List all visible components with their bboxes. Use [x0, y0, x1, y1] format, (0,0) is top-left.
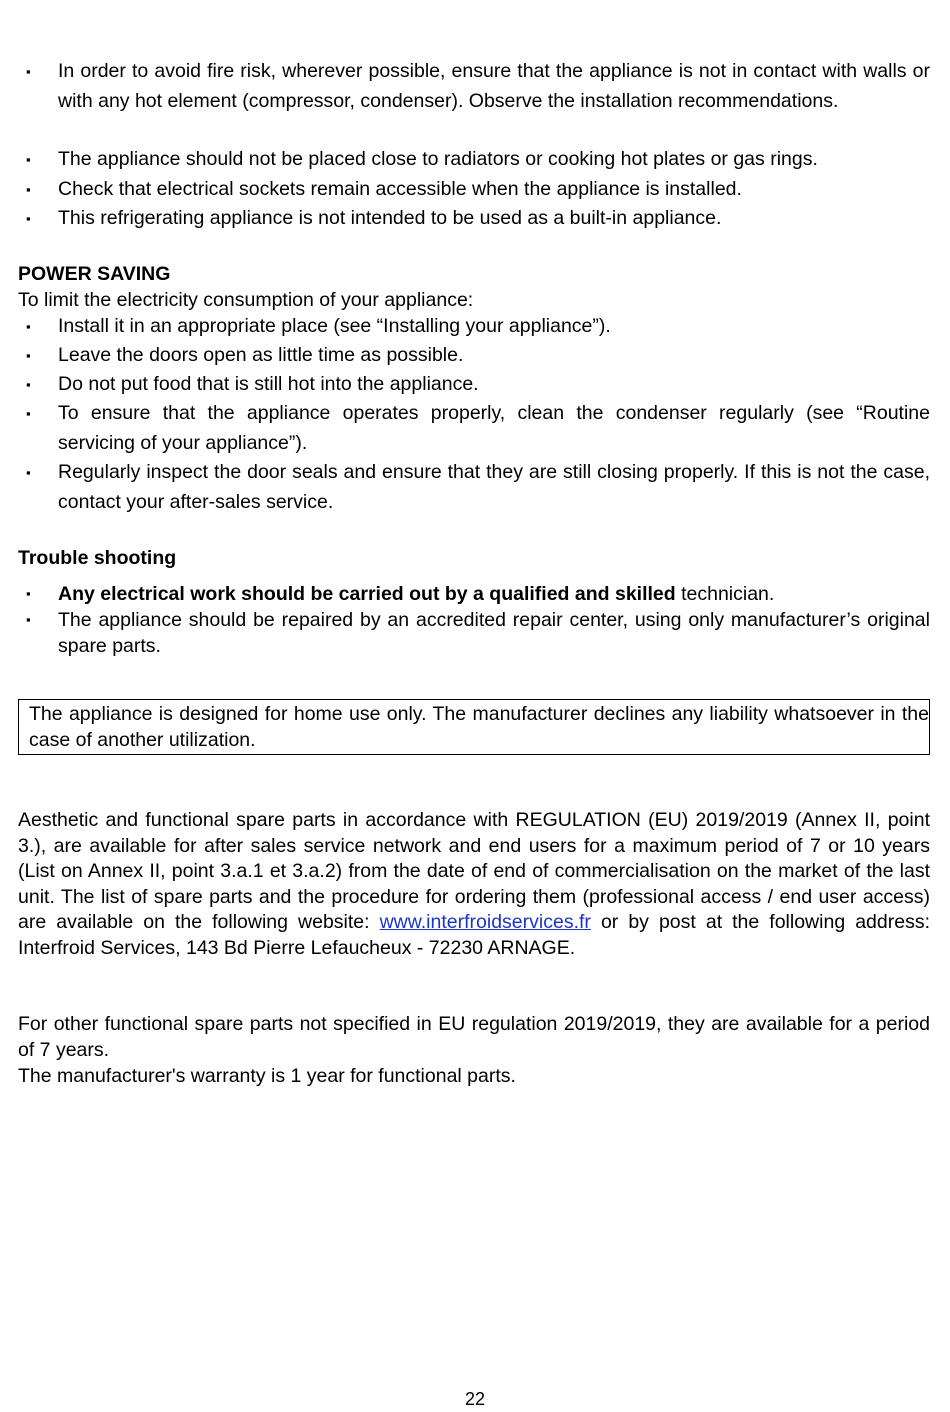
list-item [18, 175, 930, 205]
bullet-marker: ▪ [26, 348, 31, 363]
emphasis-text: Any electrical work should be carried out by a qualified and skilled [58, 583, 676, 605]
list-item [18, 458, 930, 517]
spare-parts-paragraph [18, 808, 930, 961]
list-item-text: In order to avoid fire risk, wherever possible, ensure that the appliance is not in contact with walls or with any hot element (compressor, condenser). Observe the installation recommendations. [58, 60, 930, 112]
list-item-text: Leave the doors open as little time as possible. [58, 344, 464, 366]
list-item-text: Do not put food that is still hot into the appliance. [58, 373, 479, 395]
bullet-marker: ▪ [26, 182, 31, 197]
list-item [18, 581, 930, 607]
list-item-text: The appliance should not be placed close to radiators or cooking hot plates or gas rings. [58, 148, 818, 170]
list-item [18, 341, 930, 371]
power-saving-intro: To limit the electricity consumption of your appliance: [18, 289, 474, 311]
list-item-rest: technician. [675, 583, 775, 605]
list-item [18, 204, 930, 234]
list-item [18, 145, 930, 175]
bullet-marker: ▪ [26, 465, 31, 480]
warranty-text: The manufacturer's warranty is 1 year for functional parts. [18, 1065, 516, 1087]
notice-text: The appliance is designed for home use only. The manufacturer declines any liability whatsoever in the case of another utilization. [29, 703, 929, 751]
website-link[interactable]: www.interfroidservices.fr [379, 911, 591, 933]
notice-box [18, 699, 930, 755]
list-item-text: To ensure that the appliance operates properly, clean the condenser regularly (see “Routine servicing of your appliance”). [58, 402, 930, 454]
bullet-marker: ▪ [26, 319, 31, 334]
bullet-marker: ▪ [26, 211, 31, 226]
bullet-marker: ▪ [26, 406, 31, 421]
spare-parts-text: Aesthetic and functional spare parts in accordance with REGULATION (EU) 2019/2019 (Annex II, point 3.), are available for after sales service network and end users for a maximum period of 7 or 10 years (List on Annex II, point 3.a.1 et 3.a.2) from the date of end of commercialisation on the market of the last unit. The list of spare parts and the procedure for ordering them (professional access / end user access) are available on the following website: [18, 809, 930, 933]
other-parts-paragraph: For other functional spare parts not specified in EU regulation 2019/2019, they are available for a period of 7 years. [18, 1013, 930, 1061]
list-item-text [58, 581, 930, 607]
bullet-marker: ▪ [26, 586, 31, 601]
list-item [18, 607, 930, 659]
bullet-marker: ▪ [26, 612, 31, 627]
trouble-shooting-heading: Trouble shooting [18, 547, 177, 569]
list-item [18, 57, 930, 116]
bullet-marker: ▪ [26, 64, 31, 79]
list-item [18, 399, 930, 458]
power-saving-heading: POWER SAVING [18, 263, 171, 285]
list-item [18, 370, 930, 400]
spare-parts-address: or by post at the following address: Interfroid Services, 143 Bd Pierre Lefaucheux - 72230 ARNAGE. [18, 911, 930, 959]
bullet-marker: ▪ [26, 152, 31, 167]
list-item-text: The appliance should be repaired by an accredited repair center, using only manufacturer’s original spare parts. [58, 609, 930, 657]
list-item-text: This refrigerating appliance is not intended to be used as a built-in appliance. [58, 207, 722, 229]
list-item-text: Check that electrical sockets remain accessible when the appliance is installed. [58, 178, 742, 200]
page-number: 22 [464, 1389, 486, 1409]
list-item-text: Install it in an appropriate place (see “Installing your appliance”). [58, 315, 611, 337]
list-item [18, 312, 930, 342]
list-item-text: Regularly inspect the door seals and ensure that they are still closing properly. If this is not the case, contact your after-sales service. [58, 461, 930, 513]
bullet-marker: ▪ [26, 377, 31, 392]
